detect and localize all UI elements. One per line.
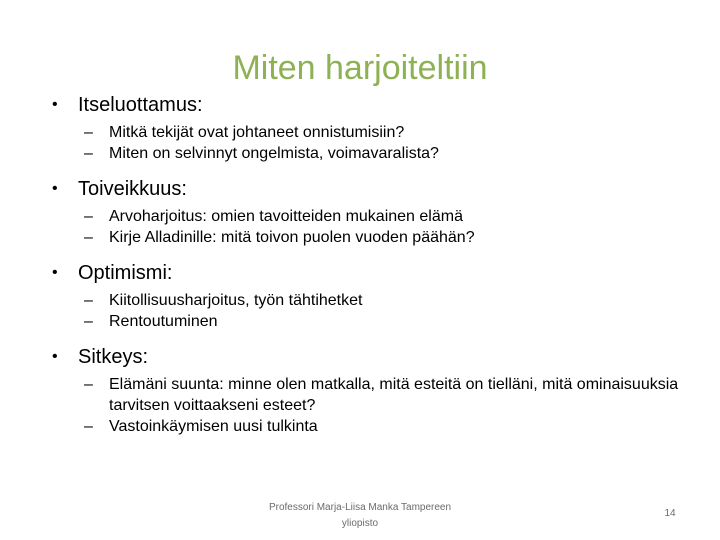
sub-item [40,122,680,143]
sub-item-text: Kirje Alladinille: mitä toivon puolen vuoden päähän? [109,229,475,246]
sub-item-text: Mitkä tekijät ovat johtaneet onnistumisiin? [109,124,405,141]
bullet-list [40,88,680,447]
sub-item [40,311,680,332]
bullet-icon: • [52,264,58,281]
bullet-icon: • [52,180,58,197]
sub-item-text: Elämäni suunta: minne olen matkalla, mitä esteitä on tielläni, mitä ominaisuuksia tarvitsen voittaakseni esteet? [109,376,679,414]
sub-item-text: Vastoinkäymisen uusi tulkinta [109,418,318,435]
dash-icon: – [84,313,93,330]
dash-icon: – [84,145,93,162]
sub-list [40,290,680,332]
sub-item-text: Rentoutuminen [109,313,218,330]
dash-icon: – [84,292,93,309]
sub-item [40,416,680,437]
bullet-label: Itseluottamus: [78,94,203,116]
sub-item [40,206,680,227]
bullet-item [40,90,680,120]
page-number: 14 [664,508,676,519]
bullet-item [40,174,680,204]
sub-item [40,227,680,248]
sub-item-text: Miten on selvinnyt ongelmista, voimavaralista? [109,145,439,162]
sub-list [40,206,680,248]
sub-item [40,374,680,416]
bullet-label: Toiveikkuus: [78,178,187,200]
sub-item-text: Kiitollisuusharjoitus, työn tähtihetket [109,292,363,309]
bullet-label: Sitkeys: [78,346,149,368]
sub-list [40,374,680,437]
sub-list [40,122,680,164]
dash-icon: – [84,208,93,225]
bullet-item [40,342,680,372]
dash-icon: – [84,124,93,141]
bullet-item [40,258,680,288]
footer-text: Professori Marja-Liisa Manka Tampereen yliopisto [268,502,452,529]
sub-item [40,290,680,311]
dash-icon: – [84,418,93,435]
dash-icon: – [84,229,93,246]
bullet-label: Optimismi: [78,262,173,284]
bullet-icon: • [52,96,58,113]
sub-item [40,143,680,164]
slide-title: Miten harjoiteltiin [232,49,488,87]
dash-icon: – [84,376,93,393]
bullet-icon: • [52,348,58,365]
sub-item-text: Arvoharjoitus: omien tavoitteiden mukainen elämä [109,208,463,225]
